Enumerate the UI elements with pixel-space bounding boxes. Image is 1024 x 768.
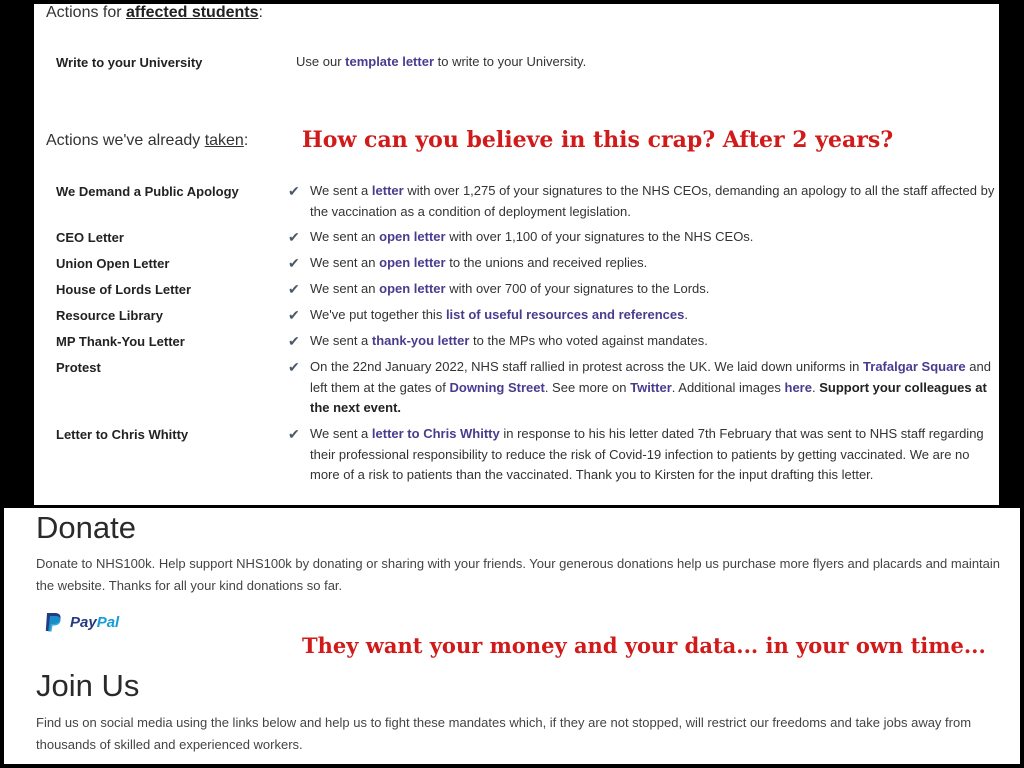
- lords-open-letter-link[interactable]: open letter: [379, 281, 446, 296]
- paypal-icon: [42, 611, 64, 633]
- check-icon: ✔: [288, 359, 300, 375]
- row-label-lords-letter: House of Lords Letter: [56, 282, 192, 297]
- row-desc-chris-whitty: ✔ We sent a letter to Chris Whitty in response to his his letter dated 7th February that was sent to NHS staff regarding their professional responsibility to reduce the risk of Covid-19 infection to patients by getting vaccinated. We are no more of a risk to patients than the vaccinated. Thank you to Kirsten for the input drafting this letter.: [288, 426, 984, 482]
- row-label-protest: Protest: [56, 360, 101, 375]
- paypal-button[interactable]: [42, 611, 119, 633]
- row-desc-mp-thank-you: ✔ We sent a thank-you letter to the MPs who voted against mandates.: [310, 331, 998, 352]
- row-desc-resource-library: ✔ We've put together this list of useful resources and references.: [310, 305, 998, 326]
- donate-heading: Donate: [36, 510, 136, 545]
- row-desc-write-university: Use our template letter to write to your University.: [296, 54, 587, 69]
- join-us-text: Find us on social media using the links below and help us to fight these mandates which, if they are not stopped, will restrict our freedoms and take jobs away from thousands of skilled and experienced workers.: [36, 715, 972, 752]
- donate-text: Donate to NHS100k. Help support NHS100k by donating or sharing with your friends. Your generous donations help us purchase more flyers and placards and maintain the website. Thanks for all your kind donations so far.: [36, 556, 1001, 593]
- images-here-link[interactable]: here: [784, 379, 812, 395]
- union-open-letter-link[interactable]: open letter: [379, 255, 446, 270]
- row-desc-ceo-letter: ✔ We sent an open letter with over 1,100 of your signatures to the NHS CEOs.: [310, 227, 998, 248]
- actions-panel: [34, 4, 999, 505]
- check-icon: ✔: [288, 281, 300, 297]
- row-desc-public-apology: ✔ We sent a letter with over 1,275 of your signatures to the NHS CEOs, demanding an apology to all the staff affected by the vaccination as a condition of deployment legislation.: [288, 183, 995, 219]
- template-letter-link[interactable]: template letter: [345, 54, 435, 69]
- check-icon: ✔: [288, 426, 300, 442]
- row-label-chris-whitty: Letter to Chris Whitty: [56, 427, 189, 442]
- thank-you-letter-link[interactable]: thank-you letter: [371, 333, 470, 348]
- twitter-link[interactable]: Twitter: [630, 379, 672, 395]
- paypal-wordmark: PayPal: [70, 613, 120, 631]
- taken-link[interactable]: taken: [204, 132, 244, 149]
- actions-taken-heading: Actions we've already taken:: [46, 132, 249, 149]
- ceo-open-letter-link[interactable]: open letter: [379, 229, 446, 244]
- row-label-union-letter: Union Open Letter: [56, 256, 170, 271]
- check-icon: ✔: [288, 255, 300, 271]
- row-desc-union-letter: ✔ We sent an open letter to the unions and received replies.: [310, 253, 998, 274]
- row-label-ceo-letter: CEO Letter: [56, 230, 124, 245]
- row-label-mp-thank-you: MP Thank-You Letter: [56, 334, 185, 349]
- row-label-write-university: Write to your University: [56, 55, 203, 70]
- downing-street-link[interactable]: Downing Street: [449, 379, 545, 395]
- overlay-caption-top: How can you believe in this crap? After 2 years?: [302, 127, 894, 153]
- affected-students-heading: Actions for affected students:: [46, 4, 263, 21]
- row-desc-protest: ✔ On the 22nd January 2022, NHS staff rallied in protest across the UK. We laid down uniforms in Trafalgar Square and left them at the gates of Downing Street. See more on Twitter. Additional images here. Support your colleagues at the next event.: [288, 359, 991, 415]
- resources-link[interactable]: list of useful resources and references: [445, 307, 685, 322]
- chris-whitty-letter-link[interactable]: letter to Chris Whitty: [371, 426, 500, 441]
- row-desc-lords-letter: ✔ We sent an open letter with over 700 of your signatures to the Lords.: [310, 279, 998, 300]
- affected-students-link[interactable]: affected students: [126, 4, 259, 21]
- check-icon: ✔: [288, 307, 300, 323]
- support-colleagues-text: Support your colleagues at the next event.: [310, 379, 987, 415]
- apology-letter-link[interactable]: letter: [371, 183, 404, 198]
- check-icon: ✔: [288, 333, 300, 349]
- trafalgar-square-link[interactable]: Trafalgar Square: [863, 359, 966, 374]
- check-icon: ✔: [288, 183, 300, 199]
- row-label-resource-library: Resource Library: [56, 308, 163, 323]
- overlay-caption-bottom: They want your money and your data... in your own time...: [302, 633, 986, 658]
- check-icon: ✔: [288, 229, 300, 245]
- row-label-public-apology: We Demand a Public Apology: [56, 184, 239, 199]
- join-us-heading: Join Us: [36, 668, 140, 703]
